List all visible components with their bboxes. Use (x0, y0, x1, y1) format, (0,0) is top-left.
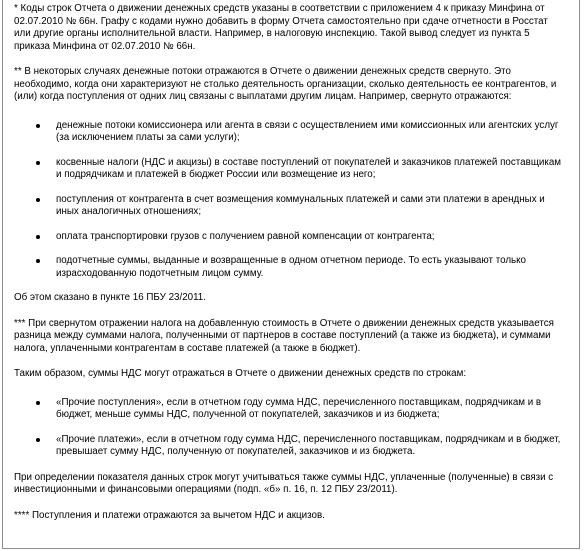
list-item: «Прочие платежи», если в отчетном году сумма НДС, перечисленного поставщикам, подрядчикам и в бюджет, превышает сумму НДС, полученную от покупателей, заказчиков и из бюджета. (14, 434, 567, 459)
list-item: оплата транспортировки грузов с получением равной компенсации от контрагента; (14, 231, 567, 244)
list-item: косвенные налоги (НДС и акцизы) в составе поступлений от покупателей и заказчиков платежей поставщикам и подрядчикам и платежей в бюджет России или возмещение из него; (14, 157, 567, 182)
list-item: поступления от контрагента в счет возмещения коммунальных платежей и сами эти платежи в арендных и иных аналогичных отношениях; (14, 194, 567, 219)
footnotes-content (14, 3, 567, 522)
footnote-3: *** При свернутом отражении налога на добавленную стоимость в Отчете о движении денежных средств указывается разница между суммами налога, полученными от партнеров в составе поступлений (а также из бюджета), и суммами налога, уплаченными контрагентам в составе платежей (а также в бюджет). (14, 317, 554, 354)
document-frame (2, 0, 580, 549)
footnote-2: ** В некоторых случаях денежные потоки отражаются в Отчете о движении денежных средств свернуто. Это необходимо, когда они характеризуют не столько деятельность организации, сколько деятельность ее контрагентов, и (или) когда поступления от одних лиц связаны с выплатами другим лицам. Например, свернуто отражаются: (14, 66, 557, 102)
list-item: подотчетные суммы, выданные и возвращенные в одном отчетном периоде. То есть указывают только израсходованную подотчетным лицом сумму. (14, 255, 567, 280)
footnote-4: **** Поступления и платежи отражаются за вычетом НДС и акцизов. (14, 509, 325, 521)
list-item: денежные потоки комиссионера или агента в связи с осуществлением ими комиссионных или агентских услуг (за исключением платы за сами услуги); (14, 120, 567, 145)
list-item: «Прочие поступления», если в отчетном году сумма НДС, перечисленного поставщикам, подрядчикам и в бюджет, меньше суммы НДС, полученной от покупателей, заказчиков и из бюджета; (14, 397, 567, 422)
footnote-1: * Коды строк Отчета о движении денежных средств указаны в соответствии с приложением 4 к приказу Минфина от 02.07.2010 № 66н. Графу с кодами нужно добавить в форму Отчета самостоятельно при сдаче отчетности в Росстат или другие органы исполнительной власти. Например, в налоговую инспекцию. Такой вывод следует из пункта 5 приказа Минфина от 02.07.2010 № 66н. (14, 3, 548, 52)
vat-lines-list (14, 397, 567, 459)
pbu-reference: Об этом сказано в пункте 16 ПБУ 23/2011. (14, 292, 206, 303)
indicator-note: При определении показателя данных строк могут учитываться также суммы НДС, уплаченные (полученные) в связи с инвестиционными и финансовыми операциями (подп. «б» п. 16, п. 12 ПБУ 23/2011). (14, 471, 554, 495)
collapsed-flows-list (14, 120, 567, 281)
vat-lines-intro: Таким образом, суммы НДС могут отражаться в Отчете о движении денежных средств по строкам: (14, 368, 467, 379)
